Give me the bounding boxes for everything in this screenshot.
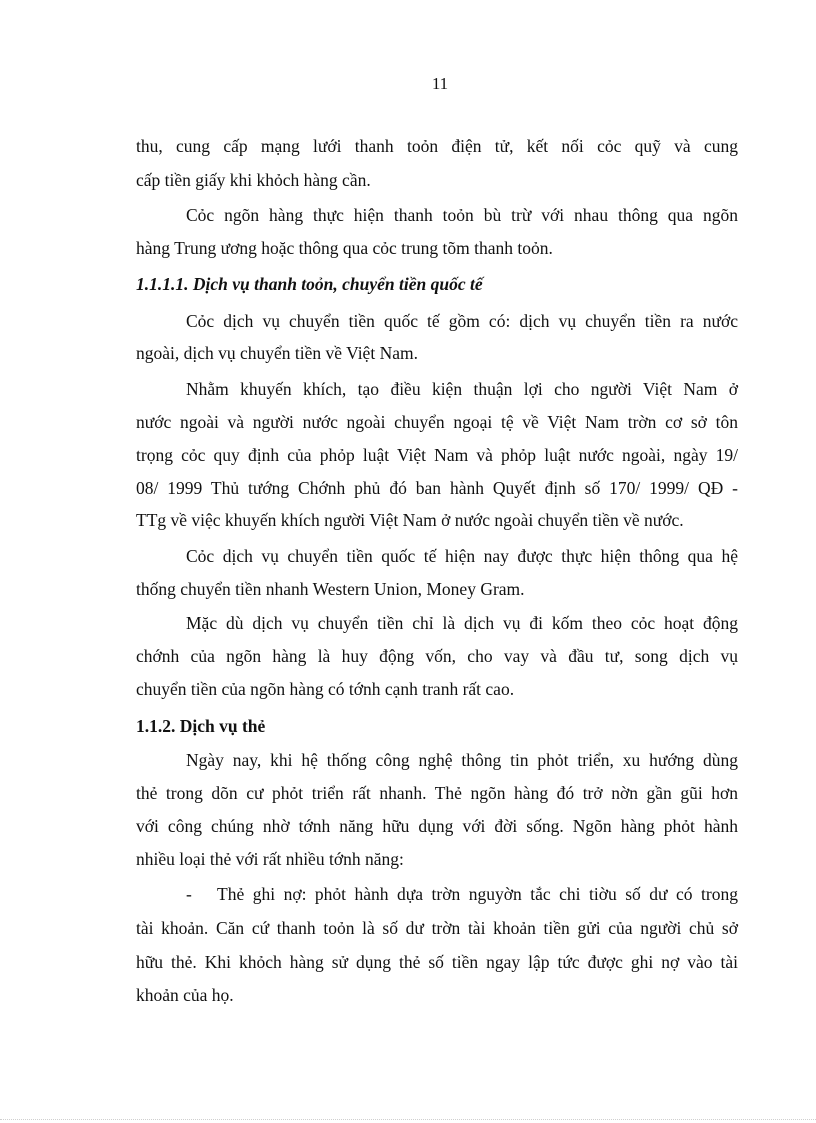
text-line: Ngày nay, khi hệ thống công nghệ thông tin phỏt triển, xu hướng dùng <box>186 750 738 770</box>
text-line: hữu thẻ. Khi khỏch hàng sử dụng thẻ số tiền ngay lập tức được ghi nợ vào tài <box>136 952 738 972</box>
text-line: thống chuyển tiền nhanh Western Union, Money Gram. <box>136 579 525 599</box>
text-line: thu, cung cấp mạng lưới thanh toỏn điện tử, kết nối cỏc quỹ và cung <box>136 136 738 156</box>
text-line: khoản của họ. <box>136 985 234 1005</box>
text-line: trọng cỏc quy định của phỏp luật Việt Nam và phỏp luật nước ngoài, ngày 19/ <box>136 445 738 465</box>
section-heading-1111: 1.1.1.1. Dịch vụ thanh toỏn, chuyển tiền quốc tế <box>136 274 483 294</box>
text-line: nước ngoài và người nước ngoài chuyển ngoại tệ về Việt Nam trờn cơ sở tôn <box>136 412 738 432</box>
bullet-line: - Thẻ ghi nợ: phỏt hành dựa trờn nguyờn tắc chi tiờu số dư có trong <box>186 884 738 904</box>
text-line: tài khoản. Căn cứ thanh toỏn là số dư trờn tài khoản tiền gửi của người chủ sở <box>136 918 738 938</box>
text-line: với công chúng nhờ tớnh năng hữu dụng với đời sống. Ngõn hàng phỏt hành <box>136 816 738 836</box>
text-line: Nhằm khuyến khích, tạo điều kiện thuận lợi cho người Việt Nam ở <box>186 379 738 399</box>
text-line: hàng Trung ương hoặc thông qua cỏc trung tõm thanh toỏn. <box>136 238 553 258</box>
text-line: ngoài, dịch vụ chuyển tiền về Việt Nam. <box>136 343 418 363</box>
text-line: cấp tiền giấy khi khỏch hàng cần. <box>136 170 371 190</box>
text-line: Cỏc dịch vụ chuyển tiền quốc tế hiện nay được thực hiện thông qua hệ <box>186 546 738 566</box>
text-line: Mặc dù dịch vụ chuyển tiền chỉ là dịch vụ đi kốm theo cỏc hoạt động <box>186 613 738 633</box>
text-line: chớnh của ngõn hàng là huy động vốn, cho vay và đầu tư, song dịch vụ <box>136 646 738 666</box>
text-line: chuyển tiền của ngõn hàng có tớnh cạnh tranh rất cao. <box>136 679 515 699</box>
text-line: nhiều loại thẻ với rất nhiều tớnh năng: <box>136 849 404 869</box>
text-line: TTg về việc khuyến khích người Việt Nam ở nước ngoài chuyển tiền về nước. <box>136 510 684 530</box>
text-line: Cỏc ngõn hàng thực hiện thanh toỏn bù trừ với nhau thông qua ngõn <box>186 205 738 225</box>
text-line: Cỏc dịch vụ chuyển tiền quốc tế gồm có: dịch vụ chuyển tiền ra nước <box>186 311 738 331</box>
section-heading-112: 1.1.2. Dịch vụ thẻ <box>136 716 266 736</box>
footer-rule <box>0 1119 816 1120</box>
page-number: 11 <box>431 74 449 93</box>
text-line: thẻ trong dõn cư phỏt triển rất nhanh. Thẻ ngõn hàng đó trở nờn gần gũi hơn <box>136 783 738 803</box>
text-line: 08/ 1999 Thủ tướng Chớnh phủ đó ban hành Quyết định số 170/ 1999/ QĐ - <box>136 478 738 498</box>
